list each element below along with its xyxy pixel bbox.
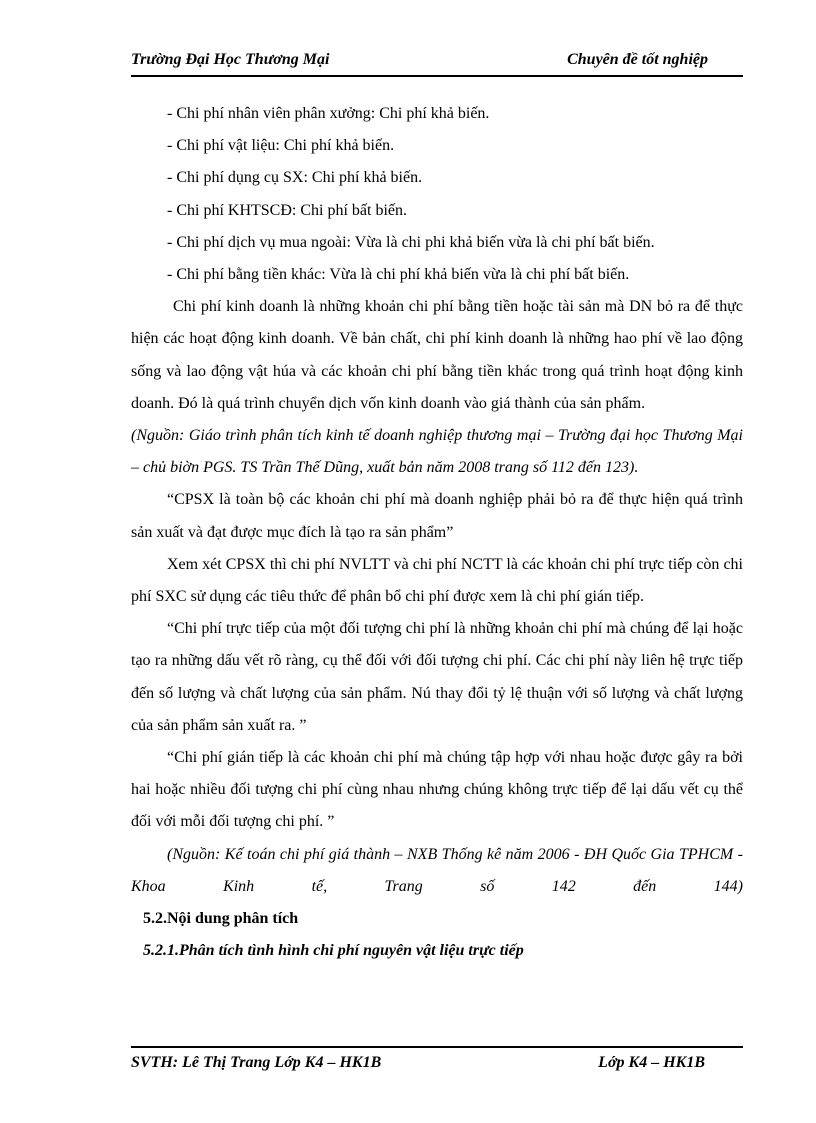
bullet-item: - Chi phí KHTSCĐ: Chi phí bất biến.: [167, 201, 407, 219]
page-header: [131, 51, 743, 77]
source-citation-2: (Nguồn: Kế toán chi phí giá thành – NXB Thống kê năm 2006 - ĐH Quốc Gia TPHCM - Khoa Kinh tế, Trang số 142 đến 144): [131, 845, 743, 895]
paragraph-indirect-cost: “Chi phí gián tiếp là các khoản chi phí mà chúng tập hợp với nhau hoặc được gây ra bởi hai hoặc nhiều đối tượng chi phí cùng nhau nhưng chúng không trực tiếp để lại dấu vết cụ thể đối với mỗi đối tượng chi phí. ”: [131, 749, 743, 831]
bullet-item: - Chi phí dụng cụ SX: Chi phí khả biến.: [167, 169, 423, 187]
header-document-type: Chuyên đề tốt nghiệp: [567, 51, 708, 68]
bullet-item: - Chi phí nhân viên phân xưởng: Chi phí khả biến.: [167, 105, 490, 122]
section-heading: 5.2.Nội dung phân tích: [143, 910, 299, 928]
bullet-item: - Chi phí bằng tiền khác: Vừa là chi phí khả biến vừa là chi phí bất biến.: [167, 266, 630, 284]
header-school-name: Trường Đại Học Thương Mại: [131, 51, 330, 68]
page-footer: [131, 1046, 743, 1078]
footer-class: Lớp K4 – HK1B: [598, 1054, 705, 1071]
bullet-item: - Chi phí vật liệu: Chi phí khả biến.: [167, 137, 395, 155]
subsection-heading: 5.2.1.Phân tích tình hình chi phí nguyên vật liệu trực tiếp: [143, 942, 524, 960]
paragraph-cpsx-definition: “CPSX là toàn bộ các khoản chi phí mà doanh nghiệp phải bỏ ra để thực hiện quá trình sản xuất và đạt được mục đích là tạo ra sản phẩm”: [131, 491, 743, 541]
page-body: [131, 98, 743, 967]
footer-student-info: SVTH: Lê Thị Trang Lớp K4 – HK1B: [131, 1054, 382, 1071]
paragraph-business-cost: Chi phí kinh doanh là những khoản chi phí bằng tiền hoặc tài sản mà DN bỏ ra để thực hiện các hoạt động kinh doanh. Về bản chất, chi phí kinh doanh là những hao phí về lao động sống và lao động vật húa và các khoản chi phí bằng tiền khác trong quá trình hoạt động kinh doanh. Đó là quá trình chuyển dịch vốn kinh doanh vào giá thành của sản phẩm.: [131, 298, 743, 412]
bullet-item: - Chi phí dịch vụ mua ngoài: Vừa là chi phi khả biến vừa là chi phí bất biến.: [167, 233, 655, 251]
paragraph-cpsx-classification: Xem xét CPSX thì chi phí NVLTT và chi phí NCTT là các khoản chi phí trực tiếp còn chi phí SXC sử dụng các tiêu thức để phân bổ chi phí được xem là chi phí gián tiếp.: [131, 555, 743, 606]
paragraph-direct-cost: “Chi phí trực tiếp của một đối tượng chi phí là những khoản chi phí mà chúng để lại hoặc tạo ra những dấu vết rõ ràng, cụ thể đối với đối tượng chi phí. Các chi phí này liên hệ trực tiếp đến số lượng và chất lượng của sản phẩm. Nú thay đổi tỷ lệ thuận với số lượng và chất lượng của sản phẩm sản xuất ra. ”: [131, 620, 743, 734]
source-citation-1: (Nguồn: Giáo trình phân tích kinh tế doanh nghiệp thương mại – Trường đại học Thương Mại – chủ biờn PGS. TS Trần Thế Dũng, xuất bản năm 2008 trang số 112 đến 123).: [131, 427, 743, 477]
